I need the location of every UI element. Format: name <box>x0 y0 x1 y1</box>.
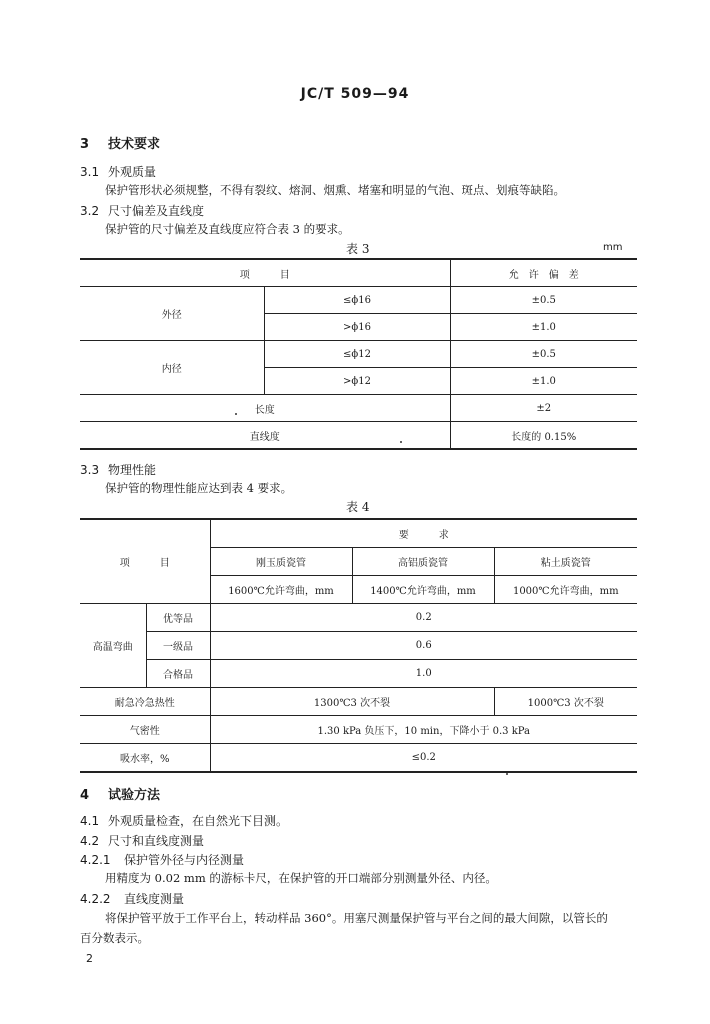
table-cell: 0.2 <box>210 604 637 632</box>
table-cell: 外径 <box>80 287 264 341</box>
table-cell: 气密性 <box>80 716 210 744</box>
table-cell: 优等品 <box>146 604 210 632</box>
table-cell: 长度的 0.15% <box>450 422 637 450</box>
section-title: 直线度测量 <box>124 892 185 906</box>
section-4-heading <box>80 784 160 803</box>
table-cell: 耐急冷急热性 <box>80 688 210 716</box>
section-title: 尺寸和直线度测量 <box>108 834 205 848</box>
table-3-caption: 表 3 <box>346 242 370 256</box>
section-4-2-2-text-continued: 百分数表示。 <box>80 931 149 945</box>
table-row <box>80 422 637 450</box>
section-title: 物理性能 <box>108 463 157 477</box>
table-row <box>80 259 637 287</box>
section-title: 保护管外径与内径测量 <box>124 853 245 867</box>
section-3-1-text: 保护管形状必须规整，不得有裂纹、熔洞、烟熏、堵塞和明显的气泡、斑点、划痕等缺陷。 <box>105 183 565 197</box>
table-cell: 合格品 <box>146 660 210 688</box>
table-row <box>80 660 637 688</box>
table-header-cell: 项 目 <box>80 519 210 604</box>
section-3-2-text: 保护管的尺寸偏差及直线度应符合表 3 的要求。 <box>105 222 350 236</box>
section-4-2-2-text: 将保护管平放于工作平台上，转动样品 360°。用塞尺测量保护管与平台之间的最大间隙，以管长的 <box>105 911 608 925</box>
section-title: 尺寸偏差及直线度 <box>108 204 205 218</box>
table-cell: ≤ϕ16 <box>264 287 450 314</box>
table-header-cell: 项 目 <box>80 259 450 287</box>
section-4-2-heading <box>80 832 204 849</box>
table-cell: 直线度 <box>80 422 450 450</box>
table-row <box>80 341 637 368</box>
section-number: 3.3 <box>80 463 100 477</box>
table-row <box>80 519 637 548</box>
table-cell: ≤0.2 <box>210 744 637 773</box>
table-row <box>80 287 637 314</box>
table-cell: 1000℃3 次不裂 <box>494 688 637 716</box>
table-cell: 1300℃3 次不裂 <box>210 688 494 716</box>
table-cell: >ϕ16 <box>264 314 450 341</box>
table-cell: 1000℃允许弯曲，mm <box>494 576 637 604</box>
table-cell: >ϕ12 <box>264 368 450 395</box>
table-header-cell: 要 求 <box>210 519 637 548</box>
section-3-2-heading <box>80 202 204 219</box>
table-cell: 0.6 <box>210 632 637 660</box>
table-row <box>80 688 637 716</box>
section-3-3-text: 保护管的物理性能应达到表 4 要求。 <box>105 481 293 495</box>
table-row <box>80 604 637 632</box>
section-number: 4 <box>80 788 90 803</box>
section-title: 试验方法 <box>108 788 161 803</box>
table-cell: ≤ϕ12 <box>264 341 450 368</box>
table-cell: 长度 <box>80 395 450 422</box>
table-cell: ±0.5 <box>450 287 637 314</box>
table-cell: 1.30 kPa 负压下，10 min，下降小于 0.3 kPa <box>210 716 637 744</box>
table-cell: 1400℃允许弯曲，mm <box>352 576 494 604</box>
table-cell: ±1.0 <box>450 368 637 395</box>
table-cell: ±2 <box>450 395 637 422</box>
section-number: 3.2 <box>80 204 100 218</box>
section-4-2-2-heading <box>80 890 184 907</box>
section-number: 4.2.2 <box>80 892 111 906</box>
table-4 <box>80 518 637 773</box>
table-header-cell: 刚玉质瓷管 <box>210 548 352 576</box>
table-cell: 高温弯曲 <box>80 604 146 688</box>
section-4-1 <box>80 812 288 829</box>
section-title: 技术要求 <box>108 137 161 152</box>
table-cell: ±1.0 <box>450 314 637 341</box>
table-cell: 内径 <box>80 341 264 395</box>
section-number: 3.1 <box>80 165 100 179</box>
section-3-1-heading <box>80 163 156 180</box>
table-cell: 1.0 <box>210 660 637 688</box>
table-row <box>80 632 637 660</box>
section-4-2-1-heading <box>80 851 244 868</box>
section-text: 外观质量检查，在自然光下目测。 <box>108 814 289 828</box>
section-number: 4.2 <box>80 834 100 848</box>
page-number: 2 <box>86 952 93 965</box>
table-cell: ±0.5 <box>450 341 637 368</box>
table-header-cell: 粘土质瓷管 <box>494 548 637 576</box>
table-row <box>80 716 637 744</box>
table-row <box>80 395 637 422</box>
scan-speck <box>400 441 402 443</box>
table-header-cell: 允 许 偏 差 <box>450 259 637 287</box>
table-cell: 一级品 <box>146 632 210 660</box>
scan-speck <box>506 773 508 775</box>
scan-speck <box>235 413 237 415</box>
table-cell: 1600℃允许弯曲，mm <box>210 576 352 604</box>
section-number: 4.1 <box>80 814 100 828</box>
table-header-cell: 高铝质瓷管 <box>352 548 494 576</box>
section-title: 外观质量 <box>108 165 157 179</box>
table-3-unit: mm <box>603 242 623 253</box>
table-3 <box>80 258 637 450</box>
document-header: JC/T 509—94 <box>300 86 410 102</box>
section-number: 4.2.1 <box>80 853 111 867</box>
table-cell: 吸水率，% <box>80 744 210 773</box>
table-4-caption: 表 4 <box>346 500 370 514</box>
section-4-2-1-text: 用精度为 0.02 mm 的游标卡尺，在保护管的开口端部分别测量外径、内径。 <box>105 871 497 885</box>
table-row <box>80 744 637 773</box>
section-number: 3 <box>80 137 90 152</box>
section-3-3-heading <box>80 461 156 478</box>
section-3-heading <box>80 133 160 152</box>
